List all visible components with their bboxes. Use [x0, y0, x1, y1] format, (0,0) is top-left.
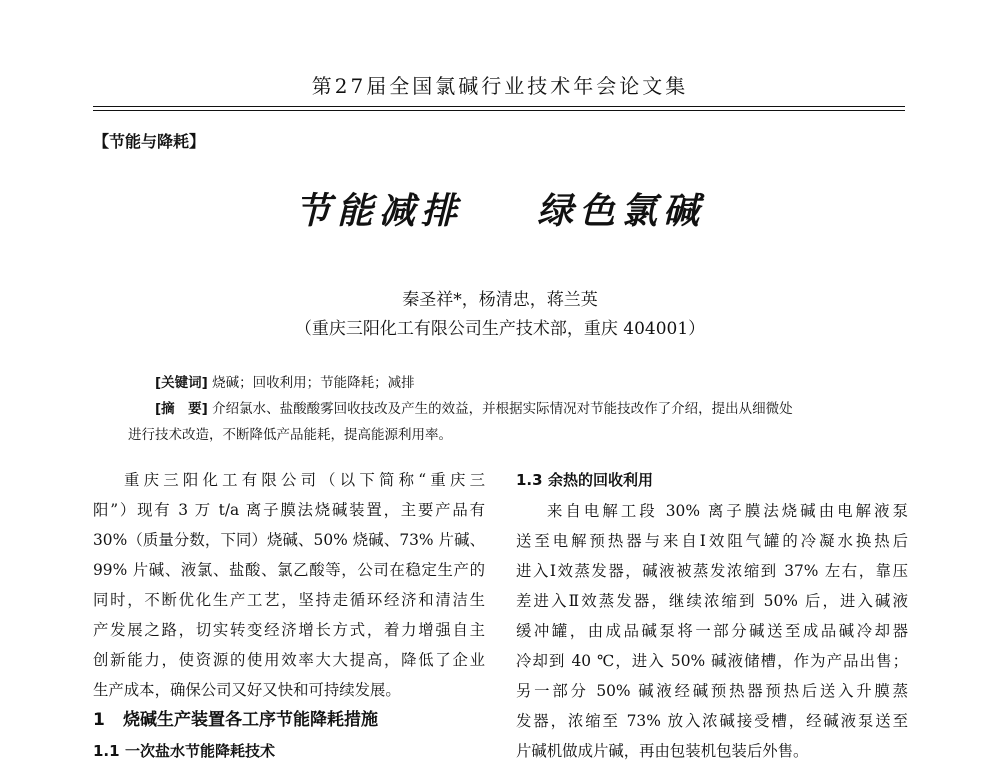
body-line: 产发展之路，切实转变经济增长方式，着力增强自主 — [93, 621, 485, 639]
section-tag: 【节能与降耗】 — [93, 132, 206, 151]
subsection-heading-1-1 — [93, 736, 485, 767]
affiliation: （重庆三阳化工有限公司生产技术部，重庆 404001） — [294, 319, 706, 339]
body-line: 生产成本，确保公司又好又快和可持续发展。 — [93, 681, 401, 699]
body-line: 片碱机做成片碱，再由包装机包装后外售。 — [516, 742, 809, 760]
keywords-text: 烧碱；回收利用；节能降耗；减排 — [212, 375, 415, 391]
abstract-text-1: 介绍氯水、盐酸酸雾回收技改及产生的效益，并根据实际情况对节能技改作了介绍，提出从细微处 — [212, 401, 793, 417]
subsection-heading-1-3 — [516, 465, 908, 496]
body-line: 缓冲罐，由成品碱泵将一部分碱送至成品碱冷却器 — [516, 622, 908, 640]
body-line: 差进入Ⅱ效蒸发器，继续浓缩到 50% 后，进入碱液 — [516, 592, 908, 610]
left-column — [93, 465, 485, 767]
body-line: 重庆三阳化工有限公司（以下简称“重庆三 — [124, 471, 485, 489]
body-line: 同时，不断优化生产工艺，坚持走循环经济和清洁生 — [93, 591, 485, 609]
body-line: 30%（质量分数，下同）烧碱、50% 烧碱、73% 片碱、 — [93, 531, 485, 549]
header-rule-thin — [93, 110, 905, 111]
running-head: 第27届全国氯碱行业技术年会论文集 — [311, 74, 689, 98]
subsection-number: 1.3 — [516, 471, 543, 489]
section-number: 1 — [93, 710, 105, 730]
right-column — [516, 465, 908, 766]
abstract-line-1 — [155, 397, 793, 417]
body-line: 送至电解预热器与来自Ⅰ效阻气罐的冷凝水换热后 — [516, 532, 908, 550]
body-line: 另一部分 50% 碱液经碱预热器预热后送入升膜蒸 — [516, 682, 908, 700]
body-line: 来自电解工段 30% 离子膜法烧碱由电解液泵 — [547, 502, 908, 520]
body-line: 99% 片碱、液氯、盐酸、氯乙酸等，公司在稳定生产的 — [93, 561, 485, 579]
body-line: 进入Ⅰ效蒸发器，碱液被蒸发浓缩到 37% 左右，靠压 — [516, 562, 908, 580]
section-heading-1 — [93, 705, 485, 736]
body-line: 创新能力，使资源的使用效率大大提高，降低了企业 — [93, 651, 485, 669]
subsection-heading-text: 余热的回收利用 — [548, 471, 654, 489]
subsection-heading-text: 一次盐水节能降耗技术 — [125, 742, 276, 760]
body-line: 冷却到 40 ℃，进入 50% 碱液储槽，作为产品出售； — [516, 652, 908, 670]
body-line: 发器，浓缩至 73% 放入浓碱接受槽，经碱液泵送至 — [516, 712, 908, 730]
body-line: 阳”）现有 3 万 t/a 离子膜法烧碱装置，主要产品有 — [93, 501, 485, 519]
section-heading-text: 烧碱生产装置各工序节能降耗措施 — [123, 710, 378, 730]
subsection-number: 1.1 — [93, 742, 120, 760]
keywords-label: [关键词] — [155, 375, 208, 391]
abstract-line-2: 进行技术改造，不断降低产品能耗，提高能源利用率。 — [128, 427, 452, 443]
authors: 秦圣祥*，杨清忠，蒋兰英 — [402, 290, 598, 310]
header-rule-thick — [93, 106, 905, 107]
keywords — [155, 371, 415, 391]
abstract-label: [摘 要] — [155, 401, 208, 417]
paper-title: 节能减排 绿色氯碱 — [294, 190, 706, 232]
